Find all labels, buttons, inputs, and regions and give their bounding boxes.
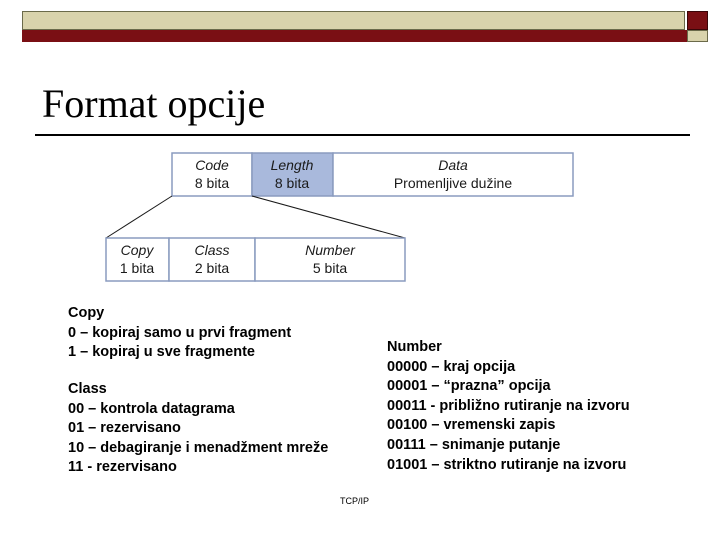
number-text: – “prazna” opcija — [427, 378, 551, 395]
number-code: 01001 — [387, 456, 428, 473]
class-text: – rezervisano — [84, 420, 181, 437]
field-length-name: Length — [270, 157, 314, 173]
class-item — [68, 400, 328, 420]
number-code: 00100 — [387, 417, 428, 434]
copy-item — [68, 324, 291, 344]
number-code: 00111 — [387, 436, 426, 453]
field-number-size: 5 bita — [312, 260, 348, 276]
expand-line-right — [252, 196, 405, 238]
field-length-size: 8 bita — [274, 175, 310, 191]
field-class-size: 2 bita — [194, 260, 230, 276]
number-item — [387, 416, 630, 436]
number-text: – kraj opcija — [427, 358, 516, 375]
slide-title: Format opcije — [42, 81, 266, 126]
copy-code: 0 — [68, 324, 77, 341]
number-item — [387, 436, 630, 456]
number-code: 00000 — [387, 358, 428, 375]
class-code: 01 — [68, 420, 85, 437]
number-code: 00001 — [387, 378, 428, 395]
copy-text: – kopiraj samo u prvi fragment — [76, 324, 292, 341]
field-code-name: Code — [195, 157, 229, 173]
number-heading: Number — [387, 339, 442, 355]
number-item — [387, 397, 630, 417]
copy-item — [68, 343, 291, 363]
class-text: - rezervisano — [83, 459, 177, 476]
expand-line-left — [106, 196, 172, 238]
field-class-name: Class — [194, 242, 230, 258]
copy-text: – kopiraj u sve fragmente — [76, 344, 255, 361]
number-text: - približno rutiranje na izvoru — [426, 397, 630, 414]
copy-description — [68, 304, 291, 363]
number-item — [387, 377, 630, 397]
field-number-name: Number — [305, 242, 355, 258]
slide-footer: TCP/IP — [340, 496, 370, 506]
field-data-name: Data — [438, 157, 468, 173]
class-text: – debagiranje i menadžment mreže — [84, 439, 329, 456]
field-copy-size: 1 bita — [119, 260, 155, 276]
number-code: 00011 — [387, 397, 427, 414]
class-item — [68, 439, 328, 459]
copy-heading: Copy — [68, 305, 105, 321]
copy-code: 1 — [68, 344, 77, 361]
field-code-size: 8 bita — [194, 175, 230, 191]
class-description — [68, 380, 328, 478]
class-item — [68, 419, 328, 439]
number-text: – snimanje putanje — [425, 436, 561, 453]
number-item — [387, 358, 630, 378]
number-item — [387, 456, 630, 476]
number-text: – striktno rutiranje na izvoru — [427, 456, 627, 473]
number-description — [387, 338, 630, 475]
class-text: – kontrola datagrama — [84, 400, 235, 417]
class-code: 10 — [68, 439, 85, 456]
number-text: – vremenski zapis — [427, 417, 556, 434]
class-heading: Class — [68, 381, 107, 397]
class-item — [68, 458, 328, 478]
field-data-size: Promenljive dužine — [393, 175, 513, 191]
field-copy-name: Copy — [120, 242, 154, 258]
class-code: 11 — [68, 459, 84, 476]
class-code: 00 — [68, 400, 85, 417]
